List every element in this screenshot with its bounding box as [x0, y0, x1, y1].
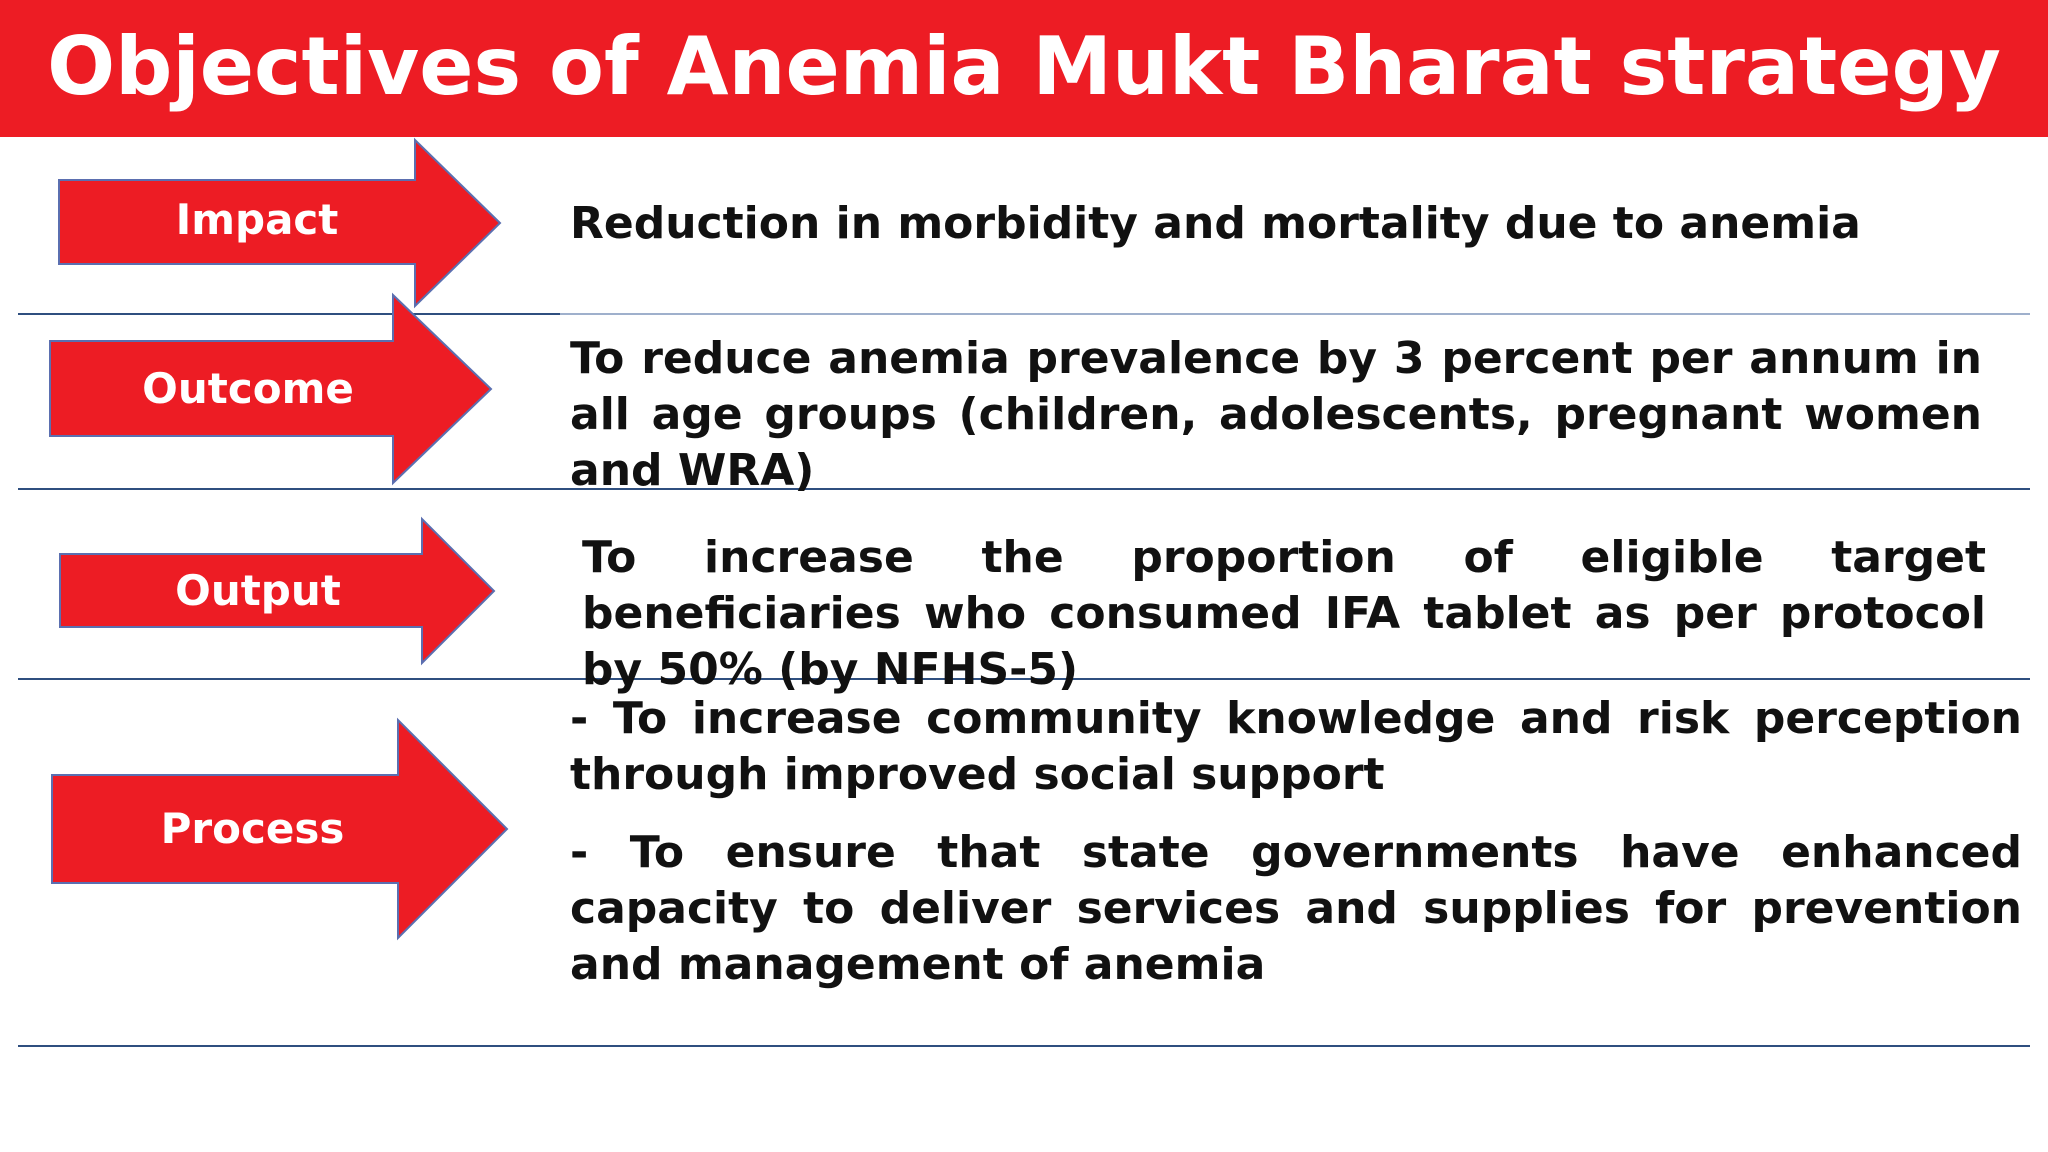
- impact-label: Impact: [175, 195, 339, 244]
- process-label: Process: [160, 804, 345, 853]
- row-divider: [560, 313, 2030, 315]
- process-arrow: [50, 718, 510, 940]
- outcome-description: [570, 331, 1982, 499]
- row-divider: [18, 1045, 2030, 1047]
- output-label: Output: [175, 566, 341, 615]
- output-text: To increase the proportion of eligible target beneficiaries who consumed IFA tablet as per protocol by 50% (by NFHS-5): [582, 532, 1986, 695]
- process-text-2: - To ensure that state governments have enhanced capacity to deliver services and supplies for prevention and management of anemia: [570, 827, 2022, 990]
- impact-text: Reduction in morbidity and mortality due to anemia: [570, 198, 1861, 249]
- output-description: [582, 530, 1986, 698]
- outcome-label: Outcome: [142, 364, 354, 413]
- slide-title: Objectives of Anemia Mukt Bharat strategy: [47, 20, 2001, 113]
- title-bar: [0, 0, 2048, 137]
- output-arrow: [58, 517, 498, 665]
- process-description: [570, 691, 2022, 993]
- outcome-text: To reduce anemia prevalence by 3 percent per annum in all age groups (children, adolescents, pregnant women and WRA): [570, 333, 1982, 496]
- impact-arrow: [57, 138, 502, 308]
- process-text-1: - To increase community knowledge and risk perception through improved social support: [570, 693, 2022, 800]
- impact-description: [570, 196, 1990, 252]
- outcome-arrow: [48, 293, 493, 486]
